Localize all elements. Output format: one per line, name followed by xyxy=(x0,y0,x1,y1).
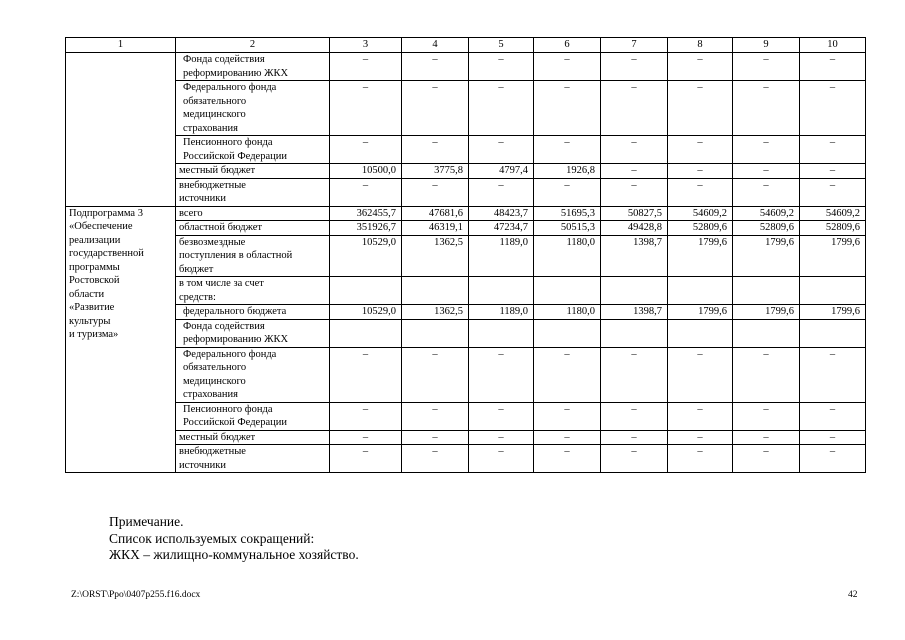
column-header: 9 xyxy=(733,38,800,53)
value-cell: 1799,6 xyxy=(733,235,800,277)
funding-source-line: Фонда содействия xyxy=(183,54,265,65)
value-cell xyxy=(469,319,534,347)
funding-source-line: реформированию ЖКХ xyxy=(183,334,289,345)
value-cell: 351926,7 xyxy=(330,221,402,236)
value-cell: – xyxy=(733,81,800,136)
value-cell xyxy=(733,319,800,347)
value-cell: – xyxy=(534,402,601,430)
value-cell: – xyxy=(534,136,601,164)
column-header: 6 xyxy=(534,38,601,53)
value-cell xyxy=(733,277,800,305)
column-header: 2 xyxy=(176,38,330,53)
value-cell: – xyxy=(601,136,668,164)
value-cell: – xyxy=(330,136,402,164)
value-cell: – xyxy=(330,347,402,402)
page-number: 42 xyxy=(848,590,858,600)
table-row xyxy=(66,178,866,206)
note-title: Примечание. xyxy=(109,514,184,529)
funding-source-label xyxy=(176,136,330,164)
value-cell: 1926,8 xyxy=(534,164,601,179)
funding-source-label xyxy=(176,319,330,347)
value-cell xyxy=(601,277,668,305)
table-row xyxy=(66,402,866,430)
value-cell: 1189,0 xyxy=(469,305,534,320)
value-cell: – xyxy=(601,347,668,402)
value-cell: 1398,7 xyxy=(601,305,668,320)
funding-source-label xyxy=(176,235,330,277)
subprogram-name-line: «Развитие xyxy=(69,302,115,313)
value-cell: 54609,2 xyxy=(733,206,800,221)
value-cell: – xyxy=(330,445,402,473)
value-cell: – xyxy=(601,430,668,445)
value-cell: – xyxy=(668,81,733,136)
funding-source-label xyxy=(176,430,330,445)
value-cell: 54609,2 xyxy=(668,206,733,221)
table-row xyxy=(66,81,866,136)
abbreviation-item: ЖКХ – жилищно-коммунальное хозяйство. xyxy=(109,547,359,562)
value-cell xyxy=(800,277,866,305)
value-cell: 1799,6 xyxy=(800,235,866,277)
value-cell: – xyxy=(733,347,800,402)
table-row xyxy=(66,445,866,473)
value-cell: 1189,0 xyxy=(469,235,534,277)
value-cell: – xyxy=(534,445,601,473)
value-cell: 54609,2 xyxy=(800,206,866,221)
funding-source-line: местный бюджет xyxy=(179,431,256,443)
table-row xyxy=(66,53,866,81)
value-cell: – xyxy=(402,136,469,164)
value-cell xyxy=(330,277,402,305)
value-cell: 52809,6 xyxy=(733,221,800,236)
subprogram-3-rows xyxy=(66,206,866,473)
value-cell: 362455,7 xyxy=(330,206,402,221)
funding-source-label xyxy=(176,206,330,221)
funding-source-line: реформированию ЖКХ xyxy=(183,67,289,79)
subprogram-name-line: области xyxy=(69,288,105,300)
value-cell: – xyxy=(402,347,469,402)
value-cell: – xyxy=(668,136,733,164)
value-cell: 46319,1 xyxy=(402,221,469,236)
header-row xyxy=(66,38,866,53)
subprogram-name-line: реализации xyxy=(69,234,121,246)
value-cell: – xyxy=(800,164,866,179)
value-cell: 47681,6 xyxy=(402,206,469,221)
funding-source-line: Фонда содействия xyxy=(183,320,265,332)
column-header: 10 xyxy=(800,38,866,53)
value-cell: – xyxy=(601,178,668,206)
funding-source-label xyxy=(176,445,330,473)
funding-source-label xyxy=(176,164,330,179)
value-cell: 1362,5 xyxy=(402,235,469,277)
funding-source-line: областной бюджет xyxy=(179,222,262,233)
previous-program-rows xyxy=(66,53,866,207)
value-cell: – xyxy=(402,53,469,81)
value-cell: – xyxy=(469,445,534,473)
value-cell: – xyxy=(534,81,601,136)
value-cell: – xyxy=(733,402,800,430)
value-cell: – xyxy=(330,430,402,445)
value-cell: – xyxy=(668,430,733,445)
value-cell: 1799,6 xyxy=(800,305,866,320)
value-cell: – xyxy=(800,430,866,445)
value-cell: – xyxy=(469,53,534,81)
value-cell: – xyxy=(800,347,866,402)
value-cell: – xyxy=(469,430,534,445)
value-cell: – xyxy=(534,347,601,402)
value-cell: 1362,5 xyxy=(402,305,469,320)
column-header: 5 xyxy=(469,38,534,53)
value-cell: 50515,3 xyxy=(534,221,601,236)
value-cell xyxy=(800,319,866,347)
value-cell: – xyxy=(402,402,469,430)
funding-source-line: Федерального фонда xyxy=(183,82,277,93)
funding-source-label xyxy=(176,53,330,81)
table-row xyxy=(66,319,866,347)
funding-source-line: медицинского xyxy=(183,375,246,387)
table-row xyxy=(66,235,866,277)
value-cell: 10500,0 xyxy=(330,164,402,179)
value-cell: 49428,8 xyxy=(601,221,668,236)
value-cell: 1398,7 xyxy=(601,235,668,277)
value-cell: – xyxy=(601,81,668,136)
column-header: 7 xyxy=(601,38,668,53)
funding-source-label xyxy=(176,347,330,402)
funding-source-line: средств: xyxy=(179,291,216,303)
value-cell xyxy=(668,319,733,347)
funding-source-line: источники xyxy=(179,193,226,204)
note-block xyxy=(109,514,359,564)
subprogram-name-line: и туризма» xyxy=(69,329,119,340)
column-header: 4 xyxy=(402,38,469,53)
value-cell: – xyxy=(330,53,402,81)
value-cell: – xyxy=(733,430,800,445)
budget-table xyxy=(65,37,866,473)
subprogram-name-line: Подпрограмма 3 xyxy=(69,207,143,219)
funding-source-line: обязательного xyxy=(183,95,247,107)
value-cell: – xyxy=(601,53,668,81)
value-cell: – xyxy=(668,347,733,402)
value-cell: – xyxy=(534,53,601,81)
funding-source-line: Пенсионного фонда xyxy=(183,403,273,415)
value-cell xyxy=(534,277,601,305)
subprogram-name-line: государственной xyxy=(69,248,144,259)
funding-source-label xyxy=(176,221,330,236)
value-cell: 3775,8 xyxy=(402,164,469,179)
table-row xyxy=(66,206,866,221)
table-row xyxy=(66,347,866,402)
value-cell: – xyxy=(668,402,733,430)
subprogram-name-line: программы xyxy=(69,261,120,273)
value-cell: 1799,6 xyxy=(668,235,733,277)
subprogram-name-line: «Обеспечение xyxy=(69,221,133,232)
value-cell: 1180,0 xyxy=(534,305,601,320)
value-cell: – xyxy=(800,402,866,430)
value-cell xyxy=(402,277,469,305)
value-cell: – xyxy=(402,430,469,445)
value-cell: – xyxy=(469,81,534,136)
value-cell xyxy=(601,319,668,347)
value-cell: – xyxy=(733,178,800,206)
value-cell: – xyxy=(733,445,800,473)
funding-source-line: страхования xyxy=(183,122,238,134)
table-row xyxy=(66,136,866,164)
footer-file-path: Z:\ORST\Ppo\0407p255.f16.docx xyxy=(71,590,201,600)
value-cell: – xyxy=(668,53,733,81)
funding-source-line: медицинского xyxy=(183,109,246,120)
value-cell: – xyxy=(733,53,800,81)
value-cell: – xyxy=(402,81,469,136)
value-cell xyxy=(469,277,534,305)
value-cell: 1180,0 xyxy=(534,235,601,277)
column-header: 1 xyxy=(66,38,176,53)
funding-source-line: Российской Федерации xyxy=(183,417,287,428)
funding-source-line: Российской Федерации xyxy=(183,150,287,162)
table-row xyxy=(66,164,866,179)
value-cell xyxy=(668,277,733,305)
value-cell: – xyxy=(800,136,866,164)
value-cell: – xyxy=(330,402,402,430)
value-cell: 1799,6 xyxy=(668,305,733,320)
funding-source-line: безвозмездные xyxy=(179,236,246,248)
funding-source-line: бюджет xyxy=(179,263,214,275)
value-cell: – xyxy=(330,81,402,136)
funding-source-line: Федерального фонда xyxy=(183,348,277,360)
value-cell: 52809,6 xyxy=(668,221,733,236)
value-cell: – xyxy=(733,164,800,179)
funding-source-line: всего xyxy=(179,207,203,219)
value-cell: 50827,5 xyxy=(601,206,668,221)
funding-source-line: в том числе за счет xyxy=(179,278,264,289)
value-cell: – xyxy=(469,402,534,430)
funding-source-line: Пенсионного фонда xyxy=(183,137,273,148)
funding-source-label xyxy=(176,178,330,206)
value-cell: – xyxy=(800,81,866,136)
funding-source-line: поступления в областной xyxy=(179,250,293,261)
subprogram-name-cell xyxy=(66,206,176,473)
value-cell: – xyxy=(469,347,534,402)
value-cell xyxy=(534,319,601,347)
table-row xyxy=(66,305,866,320)
table-row xyxy=(66,277,866,305)
value-cell: – xyxy=(601,164,668,179)
table-row xyxy=(66,221,866,236)
funding-source-line: федерального бюджета xyxy=(183,306,287,317)
funding-source-line: внебюджетные xyxy=(179,179,246,191)
value-cell: – xyxy=(402,445,469,473)
value-cell: – xyxy=(402,178,469,206)
funding-source-line: страхования xyxy=(183,389,238,400)
abbreviations-title: Список используемых сокращений: xyxy=(109,530,315,546)
table-row xyxy=(66,430,866,445)
value-cell: – xyxy=(800,445,866,473)
value-cell: – xyxy=(668,178,733,206)
value-cell: 47234,7 xyxy=(469,221,534,236)
value-cell xyxy=(402,319,469,347)
empty-program-cell xyxy=(66,53,176,207)
funding-source-line: внебюджетные xyxy=(179,446,246,457)
value-cell: – xyxy=(800,178,866,206)
value-cell: 4797,4 xyxy=(469,164,534,179)
funding-source-line: источники xyxy=(179,459,226,471)
value-cell: – xyxy=(668,164,733,179)
subprogram-name-line: Ростовской xyxy=(69,275,120,286)
value-cell: – xyxy=(534,178,601,206)
column-header: 3 xyxy=(330,38,402,53)
column-header: 8 xyxy=(668,38,733,53)
value-cell: 1799,6 xyxy=(733,305,800,320)
value-cell: 51695,3 xyxy=(534,206,601,221)
value-cell: – xyxy=(601,402,668,430)
funding-source-label xyxy=(176,81,330,136)
value-cell: 10529,0 xyxy=(330,235,402,277)
value-cell: – xyxy=(330,178,402,206)
funding-source-label xyxy=(176,402,330,430)
value-cell: – xyxy=(800,53,866,81)
value-cell xyxy=(330,319,402,347)
value-cell: – xyxy=(601,445,668,473)
funding-source-label xyxy=(176,305,330,320)
subprogram-name-line: культуры xyxy=(69,315,111,327)
funding-source-line: обязательного xyxy=(183,362,247,373)
funding-source-line: местный бюджет xyxy=(179,165,256,176)
value-cell: – xyxy=(534,430,601,445)
value-cell: – xyxy=(469,178,534,206)
value-cell: 48423,7 xyxy=(469,206,534,221)
value-cell: 10529,0 xyxy=(330,305,402,320)
value-cell: – xyxy=(668,445,733,473)
value-cell: – xyxy=(469,136,534,164)
value-cell: – xyxy=(733,136,800,164)
funding-source-label xyxy=(176,277,330,305)
value-cell: 52809,6 xyxy=(800,221,866,236)
